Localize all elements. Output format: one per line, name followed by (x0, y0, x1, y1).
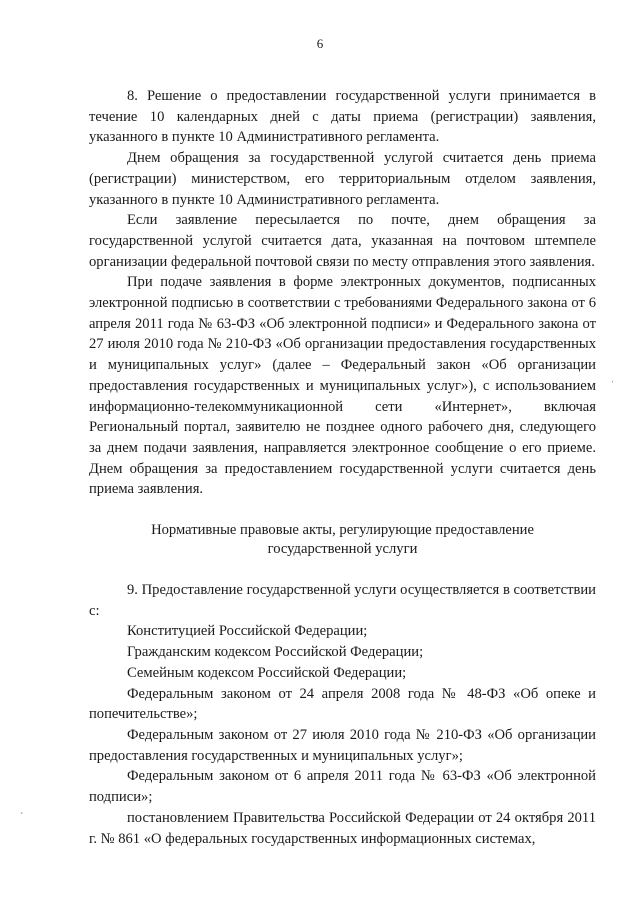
scan-speck: ˊ (20, 812, 24, 823)
paragraph-electronic: При подаче заявления в форме электронных документов, подписанных электронной подписью в соответствии с требованиями Федерального закона от 6 апреля 2011 года № 63-ФЗ «Об электронной подписи» и Федерального закона от 27 июля 2010 года № 210-ФЗ «Об организации предоставления государственных и муниципальных услуг» (далее – Федеральный закон «Об организации предоставления государственных и муниципальных услуг»), с использованием информационно-телекоммуникационной сети «Интернет», включая Региональный портал, заявителю не позднее одного рабочего дня, следующего за днем подачи заявления, направляется электронное сообщение о его приеме. Днем обращения за предоставлением государственной услуги считается день приема заявления. (89, 274, 596, 498)
section-heading (89, 521, 596, 559)
paragraph-application-day: Днем обращения за государственной услугой считается день приема (регистрации) министерством, его территориальным отделом заявления, указанного в пункте 10 Административного регламента. (89, 150, 596, 208)
paragraph-8: 8. Решение о предоставлении государственной услуги принимается в течение 10 календарных дней с даты приема (регистрации) заявления, указанного в пункте 10 Административного регламента. (89, 88, 596, 146)
list-item-law-48: Федеральным законом от 24 апреля 2008 года № 48-ФЗ «Об опеке и попечительстве»; (89, 685, 596, 723)
list-item-resolution-861: постановлением Правительства Российской Федерации от 24 октября 2011 г. № 861 «О федеральных государственных информационных системах, (89, 809, 596, 847)
list-item-civil-code: Гражданским кодексом Российской Федерации; (127, 644, 424, 661)
document-body (89, 86, 596, 849)
list-item-constitution: Конституцией Российской Федерации; (127, 623, 368, 640)
paragraph-postal: Если заявление пересылается по почте, днем обращения за государственной услугой считается дата, указанная на почтовом штемпеле организации федеральной почтовой связи по месту отправления этого заявления. (89, 212, 596, 270)
list-item-law-63: Федеральным законом от 6 апреля 2011 года № 63-ФЗ «Об электронной подписи»; (89, 768, 596, 806)
paragraph-9: 9. Предоставление государственной услуги осуществляется в соответствии с: (89, 582, 596, 619)
section-heading-line-2: государственной услуги (267, 541, 418, 558)
scan-speck: ˈ (611, 380, 615, 391)
section-heading-line-1: Нормативные правовые акты, регулирующие предоставление (151, 522, 534, 539)
list-item-family-code: Семейным кодексом Российской Федерации; (127, 664, 407, 681)
page-number: 6 (316, 36, 324, 51)
list-item-law-210: Федеральным законом от 27 июля 2010 года № 210-ФЗ «Об организации предоставления государственных и муниципальных услуг»; (89, 726, 596, 764)
